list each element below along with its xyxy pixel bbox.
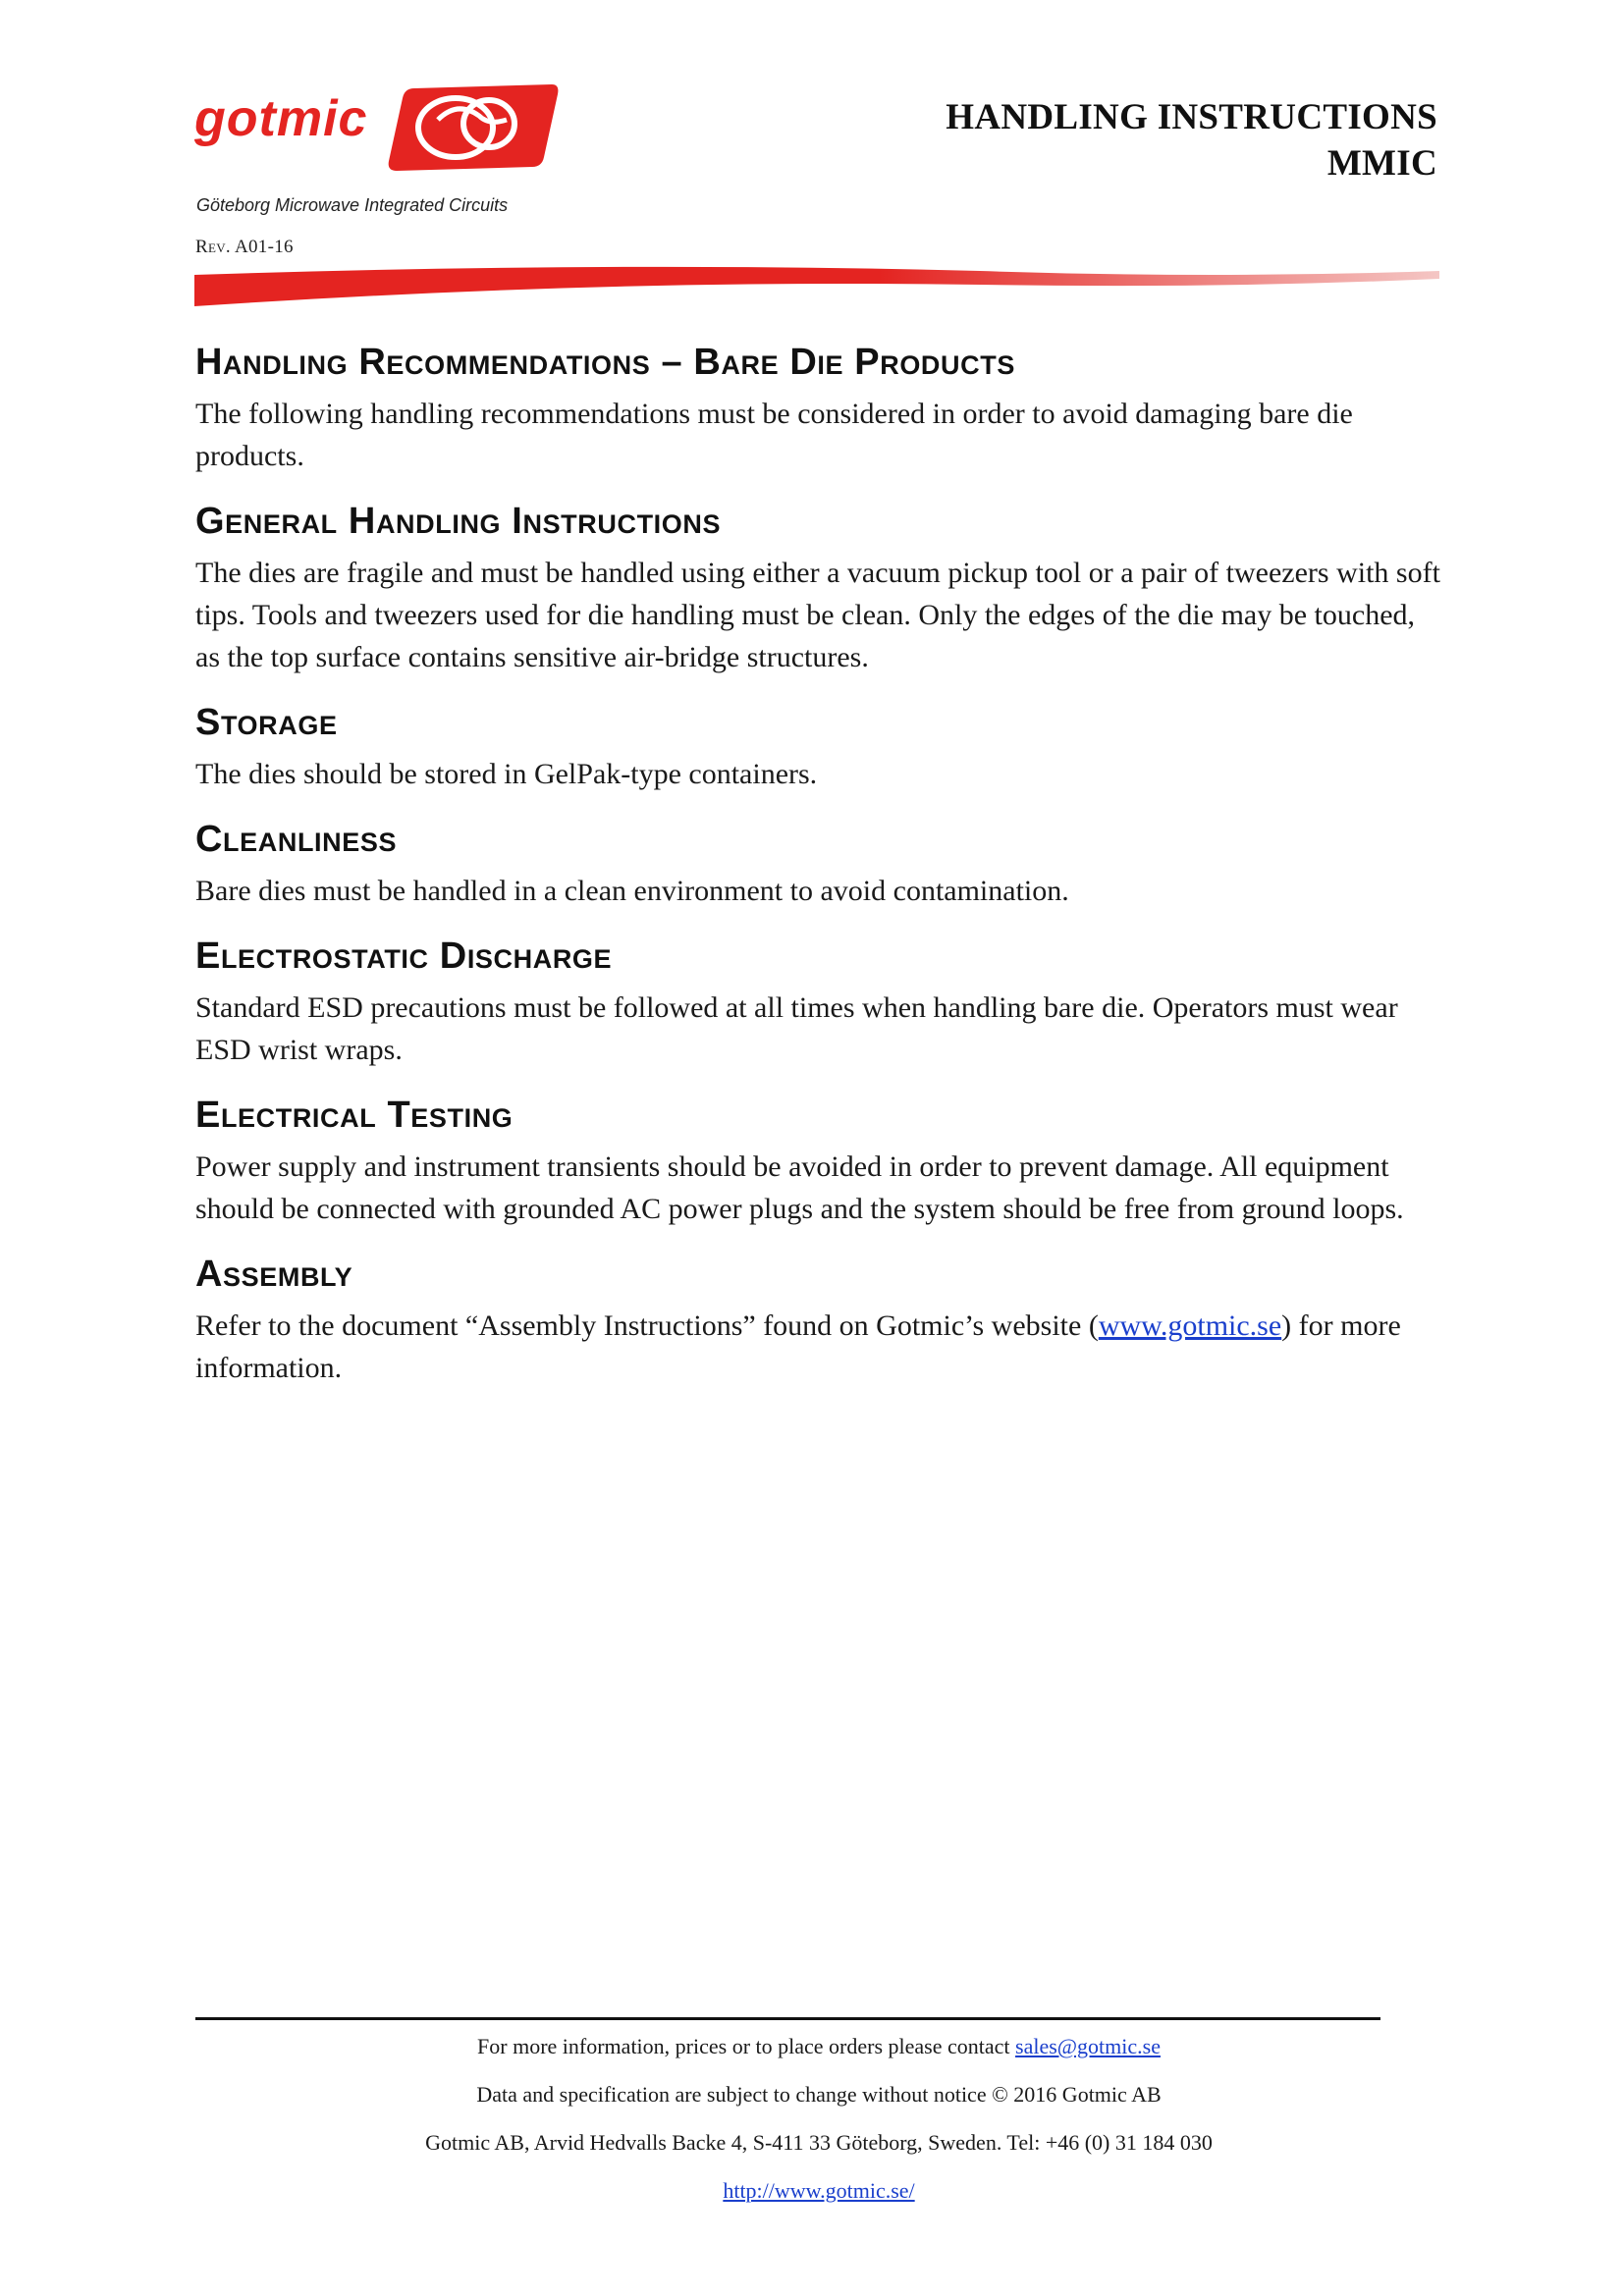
document-title-line1: HANDLING INSTRUCTIONS: [946, 97, 1437, 137]
document-title-line2: MMIC: [1326, 143, 1437, 184]
svg-text:gotmic: gotmic: [194, 90, 368, 147]
heading-electrostatic-discharge: Electrostatic Discharge: [195, 935, 613, 977]
paragraph-assembly: [195, 1305, 1442, 1389]
heading-general-handling: General Handling Instructions: [195, 501, 722, 542]
main-content: [195, 338, 1442, 1389]
paragraph-cleanliness: Bare dies must be handled in a clean environment to avoid contamination.: [195, 875, 1069, 907]
paragraph-general-handling: The dies are fragile and must be handled using either a vacuum pickup tool or a pair of tweezers with soft tips. Tools and tweezers used for die handling must be clean. Only the edges of the die may be touched, as the top surface contains sensitive air-bridge structures.: [195, 557, 1440, 673]
revision-label: Rev. A01-16: [195, 237, 294, 257]
website-link[interactable]: www.gotmic.se: [1098, 1309, 1282, 1342]
header-swoosh: [194, 257, 1439, 306]
footer-url-line: [195, 2166, 1442, 2215]
heading-assembly: Assembly: [195, 1254, 353, 1295]
document-title: [946, 94, 1437, 187]
footer-contact-line: [195, 2022, 1442, 2070]
heading-storage: Storage: [195, 702, 338, 743]
paragraph-storage: The dies should be stored in GelPak-type containers.: [195, 758, 818, 790]
heading-cleanliness: Cleanliness: [195, 819, 398, 860]
paragraph-electrical-testing: Power supply and instrument transients should be avoided in order to prevent damage. All equipment should be connected with grounded AC power plugs and the system should be free from ground loops.: [195, 1150, 1404, 1225]
footer: [195, 2022, 1442, 2215]
footer-address: Gotmic AB, Arvid Hedvalls Backe 4, S-411 33 Göteborg, Sweden. Tel: +46 (0) 31 184 030: [425, 2130, 1213, 2155]
footer-url-link[interactable]: http://www.gotmic.se/: [723, 2178, 915, 2203]
assembly-text-before: Refer to the document “Assembly Instructions” found on Gotmic’s website (: [195, 1309, 1099, 1342]
main-title: Handling Recommendations – Bare Die Products: [195, 342, 1015, 383]
footer-divider: [195, 2017, 1380, 2020]
heading-electrical-testing: Electrical Testing: [195, 1095, 514, 1136]
logo-tagline: Göteborg Microwave Integrated Circuits: [196, 195, 509, 215]
assembly-text-after: ) for more information.: [195, 1309, 1401, 1384]
gotmic-logo: [194, 80, 560, 179]
footer-email-link[interactable]: sales@gotmic.se: [1015, 2034, 1161, 2058]
paragraph-electrostatic-discharge: Standard ESD precautions must be followed at all times when handling bare die. Operators must wear ESD wrist wraps.: [195, 991, 1398, 1066]
intro-paragraph: The following handling recommendations must be considered in order to avoid damaging bare die products.: [195, 398, 1353, 472]
footer-contact-text: For more information, prices or to place orders please contact: [477, 2034, 1016, 2058]
footer-notice: Data and specification are subject to change without notice © 2016 Gotmic AB: [476, 2082, 1162, 2107]
